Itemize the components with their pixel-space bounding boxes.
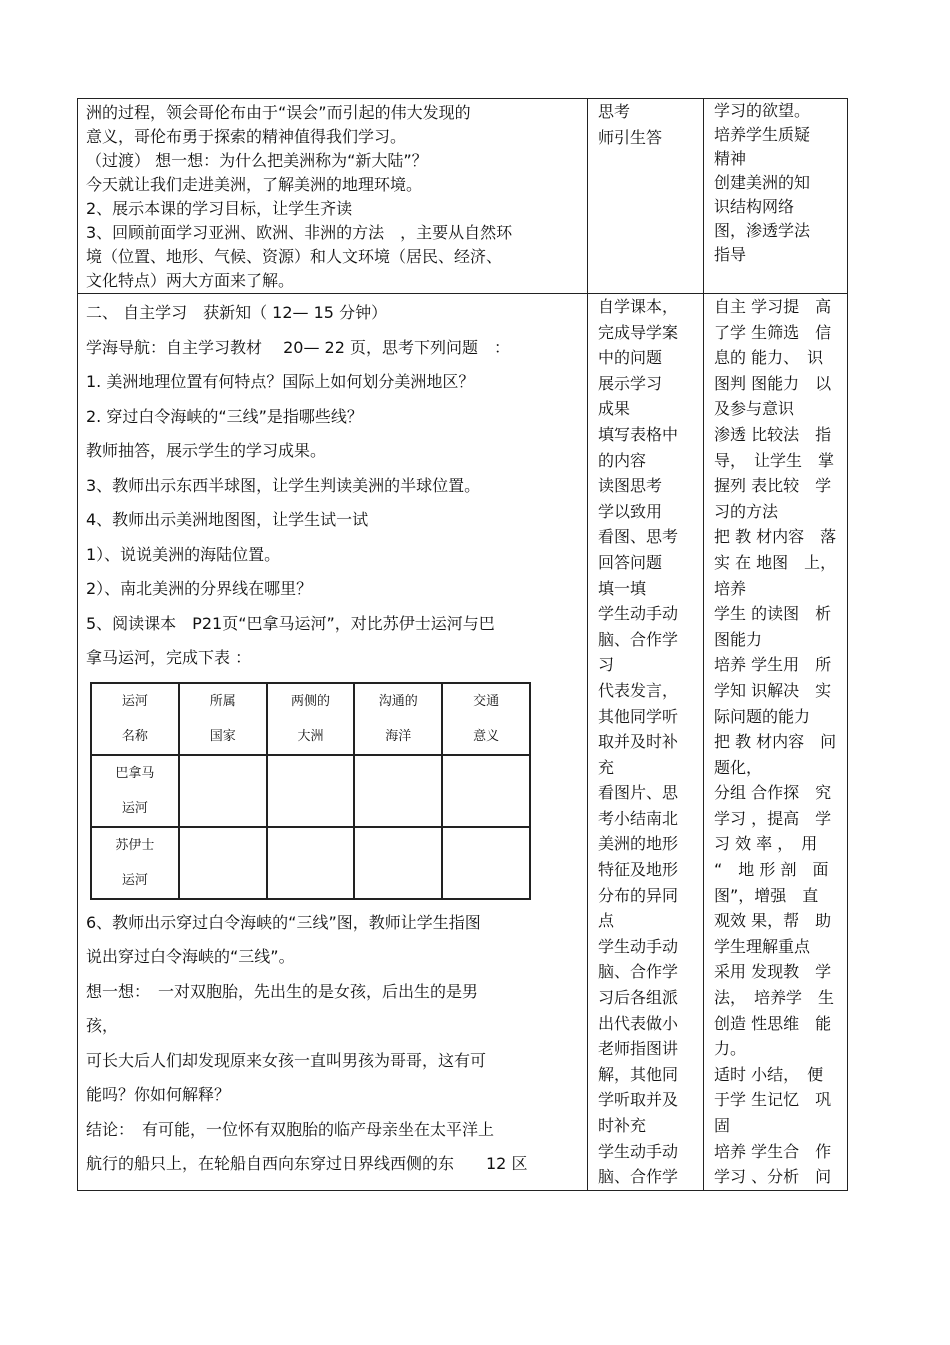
text-line: 适时 小结， 便: [714, 1064, 824, 1084]
text-line: 分布的异同: [598, 885, 679, 905]
text-line: 培养学生质疑: [714, 125, 811, 144]
text-line: 指导: [714, 245, 747, 264]
text-line: 脑、合作学: [598, 962, 679, 982]
text-line: 其他同学听: [598, 706, 679, 726]
text-line: 培养 学生合 作: [714, 1141, 832, 1161]
canal-name-cell: 苏伊士 运河: [91, 827, 179, 899]
blank-cell[interactable]: [354, 827, 442, 899]
text-line: “ 地 形 剖 面: [714, 860, 829, 880]
text-line: 学生理解重点: [714, 936, 811, 956]
blank-cell[interactable]: [442, 827, 530, 899]
canal-comparison-table: [90, 682, 531, 900]
text-line: 考小结南北: [598, 808, 679, 828]
header-continents: 两侧的 大洲: [267, 683, 355, 755]
text-line: 图，渗透学法: [714, 221, 811, 240]
text-line: 4、教师出示美洲地图图，让学生试一试: [86, 510, 369, 529]
text-line: 解，其他同: [598, 1064, 679, 1084]
text-line: 特征及地形: [598, 860, 679, 880]
student-activity-text: [588, 294, 703, 1190]
text-line: 时补充: [598, 1116, 647, 1135]
text-line: 填一填: [598, 578, 647, 598]
text-line: 2、展示本课的学习目标，让学生齐读: [86, 199, 353, 218]
text-line: 文化特点）两大方面来了解。: [86, 271, 295, 290]
text-line: 学海导航：自主学习教材 20— 22 页，思考下列问题 ：: [86, 337, 510, 357]
blank-cell[interactable]: [354, 755, 442, 827]
header-country: 所属 国家: [179, 683, 267, 755]
text-line: 学以致用: [598, 501, 663, 521]
text-line: 息的 能力、 识: [714, 348, 824, 368]
text-line: 学生动手动: [598, 604, 679, 624]
text-line: 二、 自主学习 获新知（ 12— 15 分钟）: [86, 303, 388, 322]
header-canal-name: 运河 名称: [91, 683, 179, 755]
text-line: 看图片、思: [598, 783, 679, 803]
text-line: 想一想： 一对双胞胎，先出生的是女孩，后出生的是男: [86, 981, 479, 1001]
text-line: 看图、思考: [598, 527, 679, 547]
text-line: 的内容: [598, 450, 647, 470]
blank-cell[interactable]: [179, 827, 267, 899]
text-line: 充: [598, 757, 615, 777]
text-line: 可长大后人们却发现原来女孩一直叫男孩为哥哥，这有可: [86, 1050, 487, 1070]
blank-cell[interactable]: [442, 755, 530, 827]
text-line: 1. 美洲地理位置有何特点？国际上如何划分美洲地区？: [86, 372, 475, 391]
text-line: 实 在 地图 上，: [714, 552, 837, 572]
text-line: 把 教 材内容 落: [714, 527, 837, 547]
text-line: 3、教师出示东西半球图，让学生判读美洲的半球位置。: [86, 475, 481, 495]
text-line: 及参与意识: [714, 399, 795, 419]
text-line: 孩，: [86, 1016, 119, 1035]
text-line: 填写表格中: [598, 424, 679, 444]
text-line: 法， 培养学 生: [714, 988, 835, 1008]
text-line: 渗透 比较法 指: [714, 424, 832, 444]
design-intent-text: [704, 99, 847, 267]
text-line: 把 教 材内容 问: [714, 732, 837, 752]
text-line: 师引生答: [598, 127, 663, 147]
text-line: 培养 学生用 所: [714, 655, 832, 675]
text-line: 力。: [714, 1039, 747, 1059]
text-line: 回答问题: [598, 552, 663, 572]
teaching-process-cell: [78, 99, 588, 294]
teaching-process-text: [78, 99, 587, 293]
text-line: 自主 学习提 高: [714, 297, 832, 316]
teaching-process-text: [78, 294, 587, 1182]
canal-table-row: [91, 827, 530, 899]
text-line: 读图思考: [598, 476, 663, 496]
canal-name-cell: 巴拿马 运河: [91, 755, 179, 827]
student-activity-cell: [588, 294, 704, 1191]
text-line: 学习 、分析 问: [714, 1167, 832, 1187]
text-line: 观效 果，帮 助: [714, 911, 832, 931]
text-line: 完成导学案: [598, 322, 679, 342]
text-line: 采用 发现教 学: [714, 962, 832, 982]
text-line: 代表发言，: [598, 680, 679, 700]
table-row: [78, 294, 848, 1191]
text-line: 学习的欲望。: [714, 101, 811, 120]
text-line: 脑、合作学: [598, 1167, 679, 1187]
teaching-process-cell: [78, 294, 588, 1191]
text-line: 际问题的能力: [714, 706, 811, 726]
text-line: 老师指图讲: [598, 1039, 679, 1059]
text-line: 培养: [714, 578, 747, 598]
text-line: 习 效 率 ， 用: [714, 834, 818, 854]
text-line: （过渡） 想一想：为什么把美洲称为“新大陆”？: [86, 151, 428, 170]
text-line: 学生 的读图 析: [714, 604, 832, 624]
design-intent-cell: [704, 294, 848, 1191]
lesson-plan-table: [77, 98, 848, 1191]
text-line: 固: [714, 1116, 731, 1135]
text-line: 导， 让学生 掌: [714, 450, 835, 470]
header-significance: 交通 意义: [442, 683, 530, 755]
text-line: 出代表做小: [598, 1013, 679, 1033]
text-line: 学听取并及: [598, 1090, 679, 1110]
canal-table-row: [91, 755, 530, 827]
text-line: 图能力: [714, 629, 763, 649]
text-line: 拿马运河，完成下表 ：: [86, 648, 252, 667]
text-line: 学习 ，提高 学: [714, 808, 832, 828]
text-line: 脑、合作学: [598, 629, 679, 649]
text-line: 题化，: [714, 757, 763, 777]
text-line: 5、阅读课本 P21页“巴拿马运河”，对比苏伊士运河与巴: [86, 613, 495, 633]
text-line: 2）、南北美洲的分界线在哪里？: [86, 579, 313, 598]
text-line: 意义，哥伦布勇于探索的精神值得我们学习。: [86, 127, 407, 146]
text-line: 航行的船只上，在轮船自西向东穿过日界线西侧的东 12 区: [86, 1154, 528, 1173]
text-line: 精神: [714, 149, 747, 168]
text-line: 思考: [598, 102, 631, 121]
canal-table-header-row: [91, 683, 530, 755]
text-line: 美洲的地形: [598, 834, 679, 854]
text-line: 教师抽答，展示学生的学习成果。: [86, 441, 327, 460]
text-line: 2. 穿过白令海峡的“三线”是指哪些线？: [86, 406, 363, 426]
text-line: 了学 生筛选 信: [714, 322, 832, 342]
text-line: 习后各组派: [598, 988, 679, 1008]
text-line: 创造 性思维 能: [714, 1013, 832, 1033]
table-row: [78, 99, 848, 294]
text-line: 说出穿过白令海峡的“三线”。: [86, 947, 295, 966]
text-line: 分组 合作探 究: [714, 783, 832, 803]
text-line: 学生动手动: [598, 1141, 679, 1161]
blank-cell[interactable]: [267, 827, 355, 899]
text-line: 于学 生记忆 巩: [714, 1090, 832, 1110]
design-intent-cell: [704, 99, 848, 294]
text-line: 图”，增强 直: [714, 885, 819, 905]
text-line: 3、回顾前面学习亚洲、欧洲、非洲的方法 ，主要从自然环: [86, 223, 513, 242]
text-line: 展示学习: [598, 373, 663, 393]
text-line: 学生动手动: [598, 936, 679, 956]
text-line: 结论： 有可能，一位怀有双胞胎的临产母亲坐在太平洋上: [86, 1119, 495, 1139]
text-line: 6、教师出示穿过白令海峡的“三线”图，教师让学生指图: [86, 912, 481, 932]
text-line: 成果: [598, 399, 631, 419]
text-line: 握列 表比较 学: [714, 476, 832, 496]
text-line: 1）、说说美洲的海陆位置。: [86, 544, 281, 564]
text-line: 自学课本，: [598, 297, 679, 316]
text-line: 能吗？你如何解释？: [86, 1085, 231, 1104]
text-line: 创建美洲的知: [714, 173, 811, 192]
student-activity-text: [588, 99, 703, 150]
text-line: 洲的过程，领会哥伦布由于“误会”而引起的伟大发现的: [86, 103, 471, 122]
text-line: 学知 识解决 实: [714, 680, 832, 700]
text-line: 取并及时补: [598, 732, 679, 752]
text-line: 今天就让我们走进美洲，了解美洲的地理环境。: [86, 175, 423, 194]
header-oceans: 沟通的 海洋: [354, 683, 442, 755]
text-line: 习: [598, 655, 615, 675]
text-line: 境（位置、地形、气候、资源）和人文环境（居民、经济、: [86, 247, 503, 266]
student-activity-cell: [588, 99, 704, 294]
design-intent-text: [704, 294, 847, 1190]
text-line: 图判 图能力 以: [714, 373, 832, 393]
text-line: 中的问题: [598, 348, 663, 368]
text-line: 点: [598, 911, 615, 931]
blank-cell[interactable]: [267, 755, 355, 827]
text-line: 习的方法: [714, 501, 779, 521]
text-line: 识结构网络: [714, 197, 795, 216]
blank-cell[interactable]: [179, 755, 267, 827]
